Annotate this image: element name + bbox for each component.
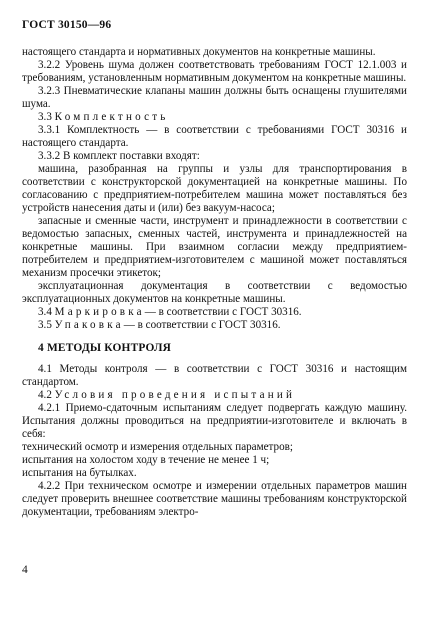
paragraph: настоящего стандарта и нормативных документов на конкретные машины. — [22, 46, 376, 58]
document-header: ГОСТ 30150—96 — [22, 19, 112, 31]
section-title: 4 МЕТОДЫ КОНТРОЛЯ — [38, 342, 172, 354]
paragraph: 3.2.3 Пневматические клапаны машин должны быть оснащены глушителями шума. — [22, 85, 407, 110]
heading-rest: — в соответствии с ГОСТ 30316. — [123, 319, 281, 331]
paragraph: 4.2.2 При техническом осмотре и измерении отдельных параметров машин следует проверить внешнее соответствие машины требованиям конструкторской документации, требованиям электро- — [22, 480, 407, 518]
paragraph: технический осмотр и измерения отдельных параметров; — [22, 441, 293, 453]
heading-text: Комплектность — [54, 111, 169, 123]
paragraph: 3.3.2 В комплект поставки входят: — [38, 150, 200, 162]
heading-text: Маркировка — [54, 306, 145, 318]
paragraph: испытания на холостом ходу в течение не менее 1 ч; — [22, 454, 270, 466]
paragraph: 3.3.1 Комплектность — в соответствии с требованиями ГОСТ 30316 и настоящего стандарта. — [22, 124, 407, 149]
page-number: 4 — [22, 564, 28, 576]
paragraph: испытания на бутылках. — [22, 467, 137, 479]
paragraph: 4.2.1 Приемо-сдаточным испытаниям следует подвергать каждую машину. Испытания должны проводиться на предприятии-изготовителе и включать в себя: — [22, 402, 407, 440]
heading-text: Условия проведения испытаний — [54, 389, 296, 401]
heading-number: 4.2 — [38, 389, 52, 401]
subsection-heading — [22, 306, 407, 319]
document-body — [22, 46, 407, 519]
paragraph: эксплуатационная документация в соответствии с ведомостью эксплуатационных документов на конкретные машины. — [22, 280, 407, 305]
subsection-heading — [22, 389, 407, 402]
heading-number: 3.4 — [38, 306, 52, 318]
paragraph: 3.2.2 Уровень шума должен соответствовать требованиям ГОСТ 12.1.003 и требованиям, установленным нормативным документом на конкретные машины. — [22, 59, 407, 84]
subsection-heading — [22, 319, 407, 332]
heading-rest: — в соответствии с ГОСТ 30316. — [144, 306, 302, 318]
paragraph: машина, разобранная на группы и узлы для транспортирования в соответствии с конструкторской документацией на конкретные машины. По согласованию с предприятием-потребителем машина может поставляться без устройств нанесения даты и (или) без вакуум-насоса; — [22, 163, 407, 214]
heading-text: Упаковка — [54, 319, 124, 331]
paragraph: запасные и сменные части, инструмент и принадлежности в соответствии с ведомостью запасных, сменных частей, инструмента и принадлежностей на конкретные машины. При взаимном согласии между предприятием-потребителем и предприятием-изготовителем с машиной может поставляться механизм просечки этикеток; — [22, 215, 407, 279]
subsection-heading — [22, 111, 407, 124]
heading-number: 3.3 — [38, 111, 52, 123]
paragraph: 4.1 Методы контроля — в соответствии с ГОСТ 30316 и настоящим стандартом. — [22, 363, 407, 388]
heading-number: 3.5 — [38, 319, 52, 331]
